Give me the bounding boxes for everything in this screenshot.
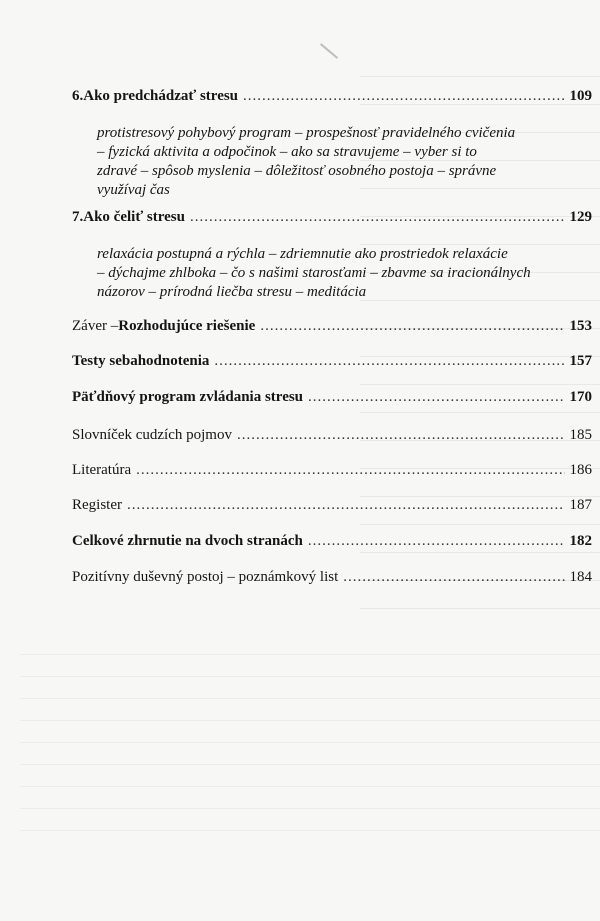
- leader-dots: [127, 497, 565, 514]
- leader-dots: [190, 209, 565, 226]
- page-number: 129: [569, 209, 592, 225]
- toc-entry-slovnicek[interactable]: [72, 427, 592, 444]
- toc-entry-testy[interactable]: [72, 353, 592, 370]
- summary-line: relaxácia postupná a rýchla – zdriemnutie ako prostriedok relaxácie: [97, 246, 508, 262]
- page-number: 187: [569, 497, 592, 513]
- toc-entry-literatura[interactable]: [72, 462, 592, 479]
- leader-dots: [308, 533, 565, 550]
- toc-entry-6[interactable]: [72, 88, 592, 105]
- leader-dots: [260, 318, 564, 335]
- toc-entry-program[interactable]: [72, 389, 592, 406]
- toc-entry-7[interactable]: [72, 209, 592, 226]
- page-number: 185: [569, 427, 592, 443]
- summary-line: protistresový pohybový program – prospešnosť pravidelného cvičenia: [97, 125, 516, 141]
- chapter-6-summary: [97, 124, 557, 200]
- entry-prefix: Záver –: [72, 318, 119, 334]
- entry-title: Päťdňový program zvládania stresu: [72, 389, 304, 405]
- chapter-number: 6.: [72, 88, 84, 104]
- leader-dots: [343, 569, 564, 586]
- chapter-title: Ako predchádzať stresu: [83, 88, 239, 104]
- toc-entry-register[interactable]: [72, 497, 592, 514]
- toc-entry-postoj[interactable]: [72, 569, 592, 586]
- entry-title: Pozitívny duševný postoj – poznámkový list: [72, 569, 339, 585]
- leader-dots: [308, 389, 564, 406]
- page-number: 184: [569, 569, 592, 585]
- entry-title: Slovníček cudzích pojmov: [72, 427, 232, 443]
- bleed-through-text-lower: [20, 640, 600, 840]
- entry-title: Rozhodujúce riešenie: [118, 318, 256, 334]
- chapter-number: 7.: [72, 209, 84, 225]
- leader-dots: [243, 88, 564, 105]
- page-number: 109: [569, 88, 592, 104]
- summary-line: zdravé – spôsob myslenia – dôležitosť osobného postoja – správne: [97, 163, 497, 179]
- page-number: 182: [569, 533, 592, 549]
- entry-title: Celkové zhrnutie na dvoch stranách: [72, 533, 303, 549]
- page-number: 157: [569, 353, 592, 369]
- entry-title: Register: [72, 497, 122, 513]
- chapter-title: Ako čeliť stresu: [83, 209, 185, 225]
- summary-line: názorov – prírodná liečba stresu – meditácia: [97, 284, 367, 300]
- summary-line: využívaj čas: [97, 182, 170, 198]
- toc-entry-zaver[interactable]: [72, 318, 592, 335]
- leader-dots: [136, 462, 564, 479]
- toc-entry-zhrnutie[interactable]: [72, 533, 592, 550]
- entry-title: Literatúra: [72, 462, 132, 478]
- entry-title: Testy sebahodnotenia: [72, 353, 210, 369]
- summary-line: – dýchajme zhlboka – čo s našimi starosťami – zbavme sa iracionálnych: [97, 265, 531, 281]
- leader-dots: [214, 353, 564, 370]
- page-number: 153: [569, 318, 592, 334]
- chapter-7-summary: [97, 245, 557, 302]
- summary-line: – fyzická aktivita a odpočinok – ako sa stravujeme – vyber si to: [97, 144, 477, 160]
- page-number: 170: [569, 389, 592, 405]
- leader-dots: [237, 427, 565, 444]
- page-number: 186: [569, 462, 592, 478]
- pencil-mark: [320, 43, 338, 59]
